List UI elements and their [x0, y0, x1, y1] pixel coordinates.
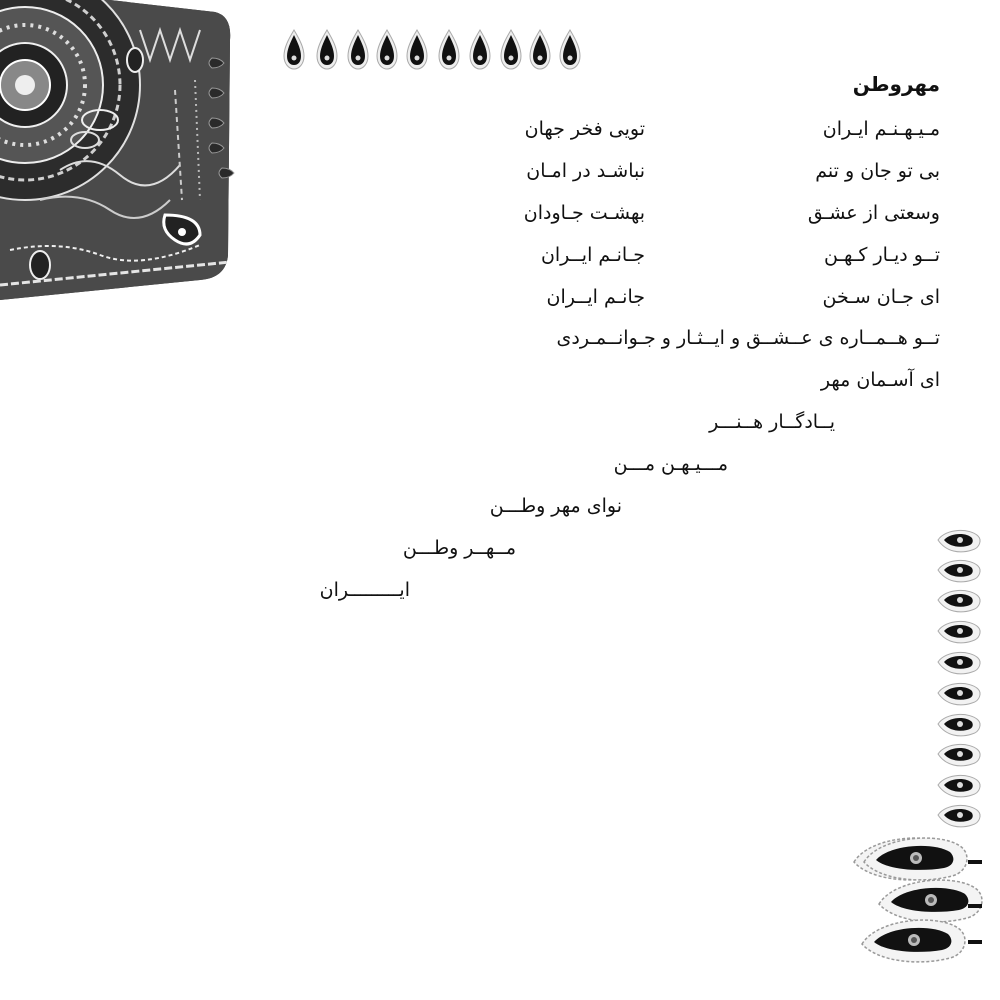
couplet-5-right: ای جـان سـخن — [822, 286, 940, 308]
poem-line-sky: ای آسـمان مهر — [820, 369, 940, 391]
couplet-3-right: وسعتی از عشـق — [807, 202, 940, 224]
poem-title: مهروطن — [852, 72, 940, 96]
couplet-3-left: بهشـت جـاودان — [523, 202, 645, 224]
couplet-4-right: تــو دیـار کـهـن — [824, 244, 940, 266]
poem-line-full: تــو هــمــاره ی عــشــق و ایــثـار و جـوانــمـردی — [556, 327, 940, 349]
couplet-2-left: نباشـد در امـان — [526, 160, 645, 182]
cascade-line-3: نوای مهر وطـــن — [489, 495, 622, 517]
couplet-1-right: مـیـهـنـم ایـران — [822, 118, 940, 140]
couplet-1-left: تویی فخر جهان — [524, 118, 645, 140]
cascade-line-4: مــهــر وطـــن — [402, 537, 516, 559]
cascade-line-2: مـــیـهـن مـــن — [613, 453, 728, 475]
side-paisley-column — [936, 526, 982, 831]
cascade-line-1: یــادگــار هــنـــر — [709, 411, 835, 433]
bottom-paisley-cluster — [850, 832, 985, 972]
couplet-2-right: بی تو جان و تنم — [815, 160, 940, 182]
couplet-5-left: جانـم ایــران — [546, 286, 645, 308]
cascade-line-5: ایـــــــــران — [319, 579, 410, 601]
couplet-4-left: جـانـم ایــران — [540, 244, 645, 266]
corner-art-illustration — [0, 0, 250, 310]
top-paisley-row — [282, 28, 592, 72]
